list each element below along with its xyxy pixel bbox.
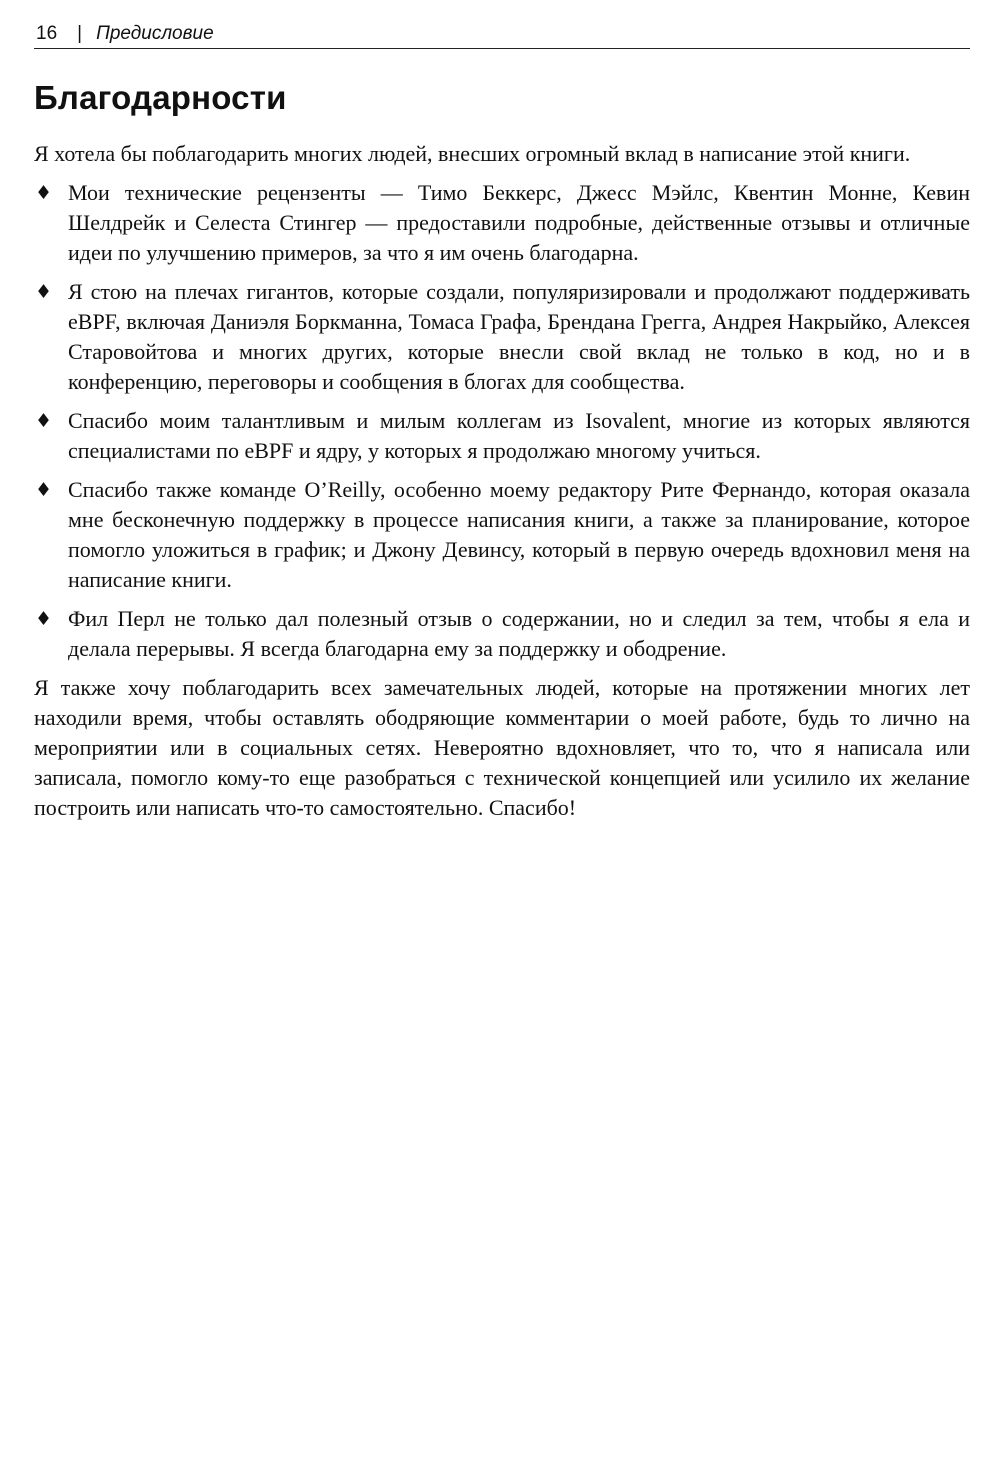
list-item-text: Спасибо моим талантливым и милым коллегам из Isovalent, многие из которых являются специалистами по eBPF и ядру, у которых я продолжаю многому учиться. — [68, 408, 970, 463]
list-item-text: Спасибо также команде O’Reilly, особенно моему редактору Рите Фернандо, которая оказала мне бесконечную поддержку в процессе написания книги, а также за планирование, которое помогло уложиться в график; и Джону Девинсу, который в первую очередь вдохновил меня на написание книги. — [68, 477, 970, 592]
running-header — [34, 22, 970, 49]
intro-paragraph: Я хотела бы поблагодарить многих людей, внесших огромный вклад в написание этой книги. — [34, 141, 911, 166]
list-item — [34, 604, 970, 664]
list-item — [34, 277, 970, 397]
diamond-bullet-icon: ♦ — [35, 281, 53, 303]
list-item — [34, 475, 970, 595]
chapter-heading: Благодарности — [34, 79, 287, 116]
diamond-bullet-icon: ♦ — [35, 410, 53, 432]
list-item-text: Я стою на плечах гигантов, которые создали, популяризировали и продолжают поддерживать eBPF, включая Даниэля Боркманна, Томаса Графа, Брендана Грегга, Андрея Накрыйко, Алексея Старовойтова и многих других, которые внесли свой вклад не только в код, но и в конференцию, переговоры и сообщения в блогах для сообщества. — [68, 279, 970, 394]
body-text — [34, 139, 970, 823]
list-item-text: Фил Перл не только дал полезный отзыв о содержании, но и следил за тем, чтобы я ела и делала перерывы. Я всегда благодарна ему за поддержку и ободрение. — [68, 606, 970, 661]
diamond-bullet-icon: ♦ — [35, 182, 53, 204]
list-item — [34, 178, 970, 268]
diamond-bullet-icon: ♦ — [35, 479, 53, 501]
page-number: 16 — [36, 23, 58, 44]
closing-paragraph: Я также хочу поблагодарить всех замечательных людей, которые на протяжении многих лет находили время, чтобы оставлять ободряющие комментарии о моей работе, будь то лично на мероприятии или в социальных сетях. Невероятно вдохновляет, что то, что я написала или записала, помогло кому-то еще разобраться с технической концепцией или усилило их желание построить или написать что-то самостоятельно. Спасибо! — [34, 675, 970, 820]
list-item — [34, 406, 970, 466]
list-item-text: Мои технические рецензенты — Тимо Беккерс, Джесс Мэйлс, Квентин Монне, Кевин Шелдрейк и Селеста Стингер — предоставили подробные, действенные отзывы и отличные идеи по улучшению примеров, за что я им очень благодарна. — [68, 180, 970, 265]
acknowledgement-list — [34, 178, 970, 664]
header-separator: | — [77, 23, 83, 44]
section-title: Предисловие — [96, 23, 214, 44]
diamond-bullet-icon: ♦ — [35, 608, 53, 630]
